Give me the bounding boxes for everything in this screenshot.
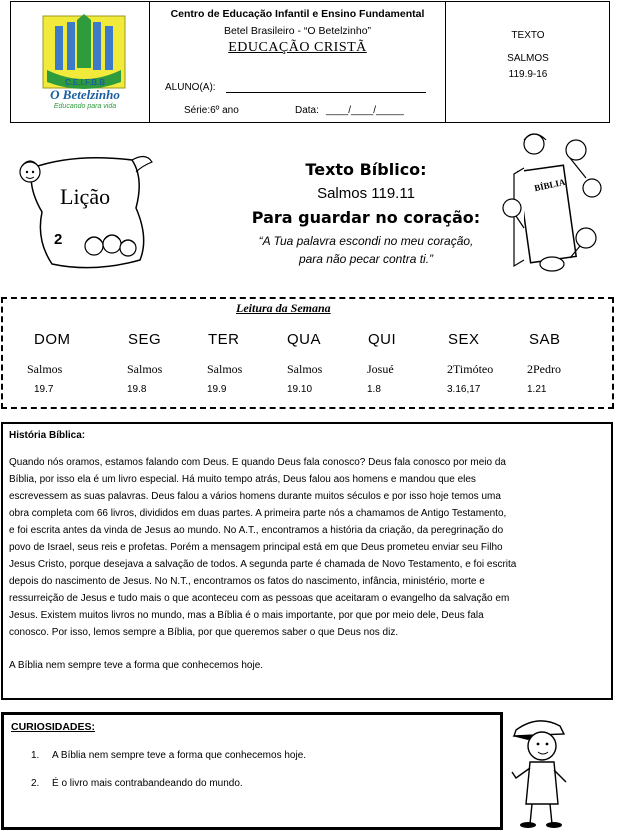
- story-title: História Bíblica:: [9, 430, 86, 441]
- school-name: Centro de Educação Infantil e Ensino Fundamental: [170, 8, 425, 20]
- lesson-label: Lição: [60, 184, 111, 209]
- texto-reference: 119.9-16: [508, 69, 548, 80]
- grade-label: Série:6º ano: [184, 105, 239, 116]
- curiosity-number: 2.: [31, 778, 40, 789]
- reading-book: Salmos: [287, 362, 323, 376]
- verse-line-1: “A Tua palavra escondi no meu coração,: [258, 234, 474, 248]
- school-info-cell: [150, 2, 445, 122]
- bible-text-title: Texto Bíblico:: [305, 160, 427, 179]
- texto-book: SALMOS: [507, 53, 549, 64]
- curiosity-number: 1.: [31, 750, 40, 761]
- day-seg: SEG: [128, 331, 162, 348]
- reading-ref: 1.21: [527, 384, 547, 395]
- day-sab: SAB: [529, 331, 561, 348]
- reading-book: 2Pedro: [527, 362, 561, 376]
- story-line: Jesus. Existem muitos livros no mundo, mas a Bíblia é o mais importante, por que por meio dele, Deus fala: [9, 610, 484, 621]
- reading-ref: 3.16,17: [447, 384, 481, 395]
- day-qui: QUI: [368, 331, 397, 348]
- story-line: e foi escrita antes da vinda de Jesus ao mundo. No A.T., encontramos a história da criação, da peregrinação do: [9, 525, 504, 536]
- reading-book: Salmos: [27, 362, 63, 376]
- reading-book: Salmos: [127, 362, 163, 376]
- reading-book: Josué: [367, 362, 394, 376]
- texto-cell: [445, 2, 610, 122]
- story-line: escrevessem as suas palavras. Deus falou a vários homens durante muitos séculos e por isso hoje temos uma: [9, 491, 501, 502]
- boy-with-cap-illustration: [508, 712, 572, 830]
- subject-title: EDUCAÇÃO CRISTÃ: [228, 40, 367, 55]
- story-line: conosco. Por isso, lemos sempre a Bíblia, por que queremos saber o que Deus nos diz.: [9, 627, 399, 638]
- reading-ref: 19.8: [127, 384, 147, 395]
- student-label: ALUNO(A):: [165, 82, 216, 93]
- bible-text-reference: Salmos 119.11: [317, 185, 415, 202]
- story-line: ressurreição de Jesus e tudo mais o que aconteceu com as pessoas que aceitaram o evangelho da salvação em: [9, 593, 510, 604]
- texto-label: TEXTO: [511, 30, 545, 41]
- reading-ref: 19.9: [207, 384, 227, 395]
- logo-tagline: Educando para vida: [53, 103, 117, 110]
- header-table: [10, 1, 610, 123]
- curiosity-item: A Bíblia nem sempre teve a forma que conhecemos hoje.: [52, 750, 307, 761]
- reading-book: Salmos: [207, 362, 243, 376]
- day-qua: QUA: [287, 331, 322, 348]
- story-line: depois do nascimento de Jesus. No N.T., encontramos os fatos do nascimento, infância, ministério, morte e: [9, 576, 485, 587]
- curiosities-title: CURIOSIDADES:: [11, 721, 96, 733]
- logo-acronym: C.E.I.F.B.B: [64, 78, 105, 87]
- memorize-title: Para guardar no coração:: [251, 208, 481, 227]
- story-line: obra completa com 66 livros, divididos em duas partes. A primeira parte nós a chamamos de Antigo Testamento,: [9, 508, 507, 519]
- day-sex: SEX: [448, 331, 480, 348]
- curiosity-item: É o livro mais contrabandeando do mundo.: [52, 778, 243, 789]
- reading-ref: 19.10: [287, 384, 313, 395]
- logo-cell: [11, 2, 150, 122]
- lesson-scroll-illustration: [14, 148, 156, 278]
- date-label: Data:: [295, 105, 319, 116]
- day-ter: TER: [208, 331, 240, 348]
- school-subtitle: Betel Brasileiro - “O Betelzinho”: [223, 25, 372, 37]
- story-line: Jesus Cristo, porque desejava a salvação de todos. A segunda parte é chamada de Novo Testamento, e foi escrita: [9, 559, 517, 570]
- weekly-reading-title: Leitura da Semana: [236, 301, 331, 315]
- logo-name: O Betelzinho: [50, 87, 120, 102]
- reading-book: 2Timóteo: [447, 362, 494, 376]
- kids-with-bible-illustration: [500, 128, 612, 278]
- student-name-field[interactable]: [226, 92, 426, 93]
- reading-ref: 19.7: [34, 384, 54, 395]
- story-line: Quando nós oramos, estamos falando com Deus. E quando Deus fala conosco? Deus fala conosco por meio da: [9, 457, 506, 468]
- day-dom: DOM: [34, 331, 71, 348]
- story-paragraph: [9, 454, 597, 641]
- reading-ref: 1.8: [367, 384, 381, 395]
- story-line: Bíblia, por isso ela é um livro especial. Há muito tempo atrás, Deus falou aos homens e mandou que eles: [9, 474, 476, 485]
- verse-line-2: para não pecar contra ti.”: [298, 252, 434, 266]
- bible-sign: BÍBLIA: [533, 176, 567, 194]
- story-line: povo de Israel, seus reis e profetas. Porém a mensagem principal está em que Deus prometeu enviar seu Filho: [9, 542, 503, 553]
- lesson-number: 2: [54, 231, 63, 248]
- story-closing: A Bíblia nem sempre teve a forma que conhecemos hoje.: [9, 660, 264, 671]
- date-field[interactable]: ____/____/_____: [326, 105, 404, 116]
